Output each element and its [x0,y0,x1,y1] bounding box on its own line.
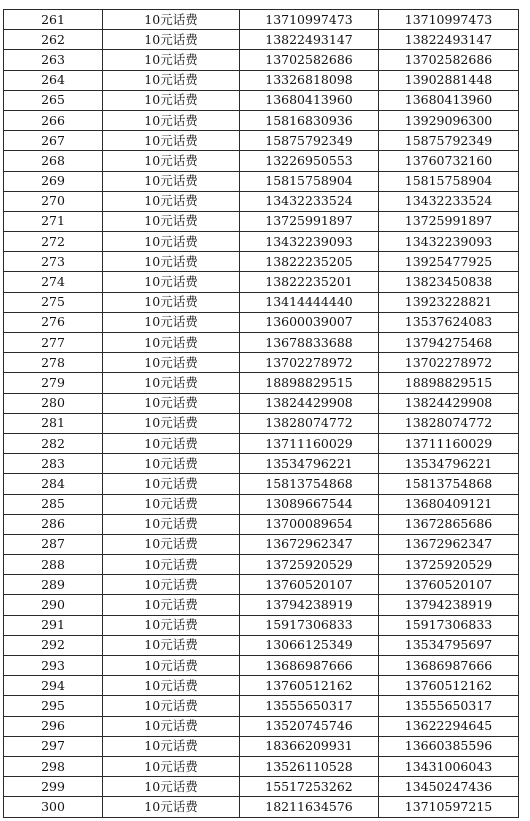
row-number-cell: 286 [4,514,103,534]
row-number-cell: 282 [4,433,103,453]
row-number-cell: 289 [4,575,103,595]
prize-cell: 10元话费 [103,777,240,797]
table-row [4,252,519,272]
recharge-number-cell: 13660385596 [379,736,519,756]
recharge-number-cell: 13760512162 [379,676,519,696]
phone-number-cell: 15815758904 [240,171,379,191]
row-number-cell: 270 [4,191,103,211]
row-number-cell: 285 [4,494,103,514]
recharge-number-cell: 13534796221 [379,454,519,474]
prize-cell: 10元话费 [103,494,240,514]
phone-number-cell: 13678833688 [240,333,379,353]
phone-number-cell: 13672962347 [240,534,379,554]
prize-cell: 10元话费 [103,595,240,615]
recharge-number-cell: 13923228821 [379,292,519,312]
phone-number-cell: 13822493147 [240,30,379,50]
prize-cell: 10元话费 [103,373,240,393]
prize-cell: 10元话费 [103,615,240,635]
recharge-number-cell: 13431006043 [379,756,519,776]
table-row [4,615,519,635]
phone-number-cell: 18211634576 [240,797,379,817]
table-row [4,656,519,676]
table-row [4,131,519,151]
row-number-cell: 295 [4,696,103,716]
table-row [4,756,519,776]
prize-cell: 10元话费 [103,131,240,151]
phone-number-cell: 13414444440 [240,292,379,312]
phone-number-cell: 15917306833 [240,615,379,635]
recharge-number-cell: 13432233524 [379,191,519,211]
table-row [4,676,519,696]
prize-cell: 10元话费 [103,534,240,554]
table-row [4,30,519,50]
recharge-number-cell: 13902881448 [379,70,519,90]
phone-number-cell: 15813754868 [240,474,379,494]
phone-number-cell: 13600039007 [240,312,379,332]
table-row [4,333,519,353]
table-row [4,534,519,554]
row-number-cell: 278 [4,353,103,373]
prize-cell: 10元话费 [103,413,240,433]
phone-number-cell: 13326818098 [240,70,379,90]
recharge-number-cell: 13710997473 [379,10,519,30]
row-number-cell: 267 [4,131,103,151]
phone-number-cell: 15816830936 [240,110,379,130]
table-row [4,433,519,453]
prize-cell: 10元话费 [103,50,240,70]
recharge-number-cell: 13925477925 [379,252,519,272]
table-row [4,272,519,292]
row-number-cell: 294 [4,676,103,696]
table-row [4,151,519,171]
table-row [4,70,519,90]
recharge-number-cell: 13537624083 [379,312,519,332]
prize-cell: 10元话费 [103,474,240,494]
row-number-cell: 280 [4,393,103,413]
recharge-number-cell: 13710597215 [379,797,519,817]
table-row [4,696,519,716]
prize-cell: 10元话费 [103,393,240,413]
row-number-cell: 288 [4,555,103,575]
row-number-cell: 268 [4,151,103,171]
prize-cell: 10元话费 [103,635,240,655]
recharge-number-cell: 18898829515 [379,373,519,393]
row-number-cell: 292 [4,635,103,655]
row-number-cell: 273 [4,252,103,272]
table-row [4,50,519,70]
prize-cell: 10元话费 [103,797,240,817]
recharge-number-cell: 13725920529 [379,555,519,575]
row-number-cell: 297 [4,736,103,756]
phone-number-cell: 13432233524 [240,191,379,211]
prize-cell: 10元话费 [103,575,240,595]
table-row [4,595,519,615]
prize-cell: 10元话费 [103,696,240,716]
row-number-cell: 274 [4,272,103,292]
table-row [4,797,519,817]
prize-cell: 10元话费 [103,676,240,696]
row-number-cell: 296 [4,716,103,736]
phone-number-cell: 13828074772 [240,413,379,433]
row-number-cell: 264 [4,70,103,90]
recharge-number-cell: 13622294645 [379,716,519,736]
table-row [4,393,519,413]
table-row [4,777,519,797]
recharge-number-cell: 13823450838 [379,272,519,292]
recharge-number-cell: 13711160029 [379,433,519,453]
phone-number-cell: 13794238919 [240,595,379,615]
prize-winners-table [3,9,519,818]
recharge-number-cell: 13680413960 [379,90,519,110]
phone-number-cell: 13710997473 [240,10,379,30]
phone-number-cell: 13686987666 [240,656,379,676]
recharge-number-cell: 13702278972 [379,353,519,373]
table-row [4,716,519,736]
phone-number-cell: 13555650317 [240,696,379,716]
prize-cell: 10元话费 [103,110,240,130]
row-number-cell: 262 [4,30,103,50]
prize-cell: 10元话费 [103,736,240,756]
row-number-cell: 293 [4,656,103,676]
prize-cell: 10元话费 [103,151,240,171]
phone-number-cell: 13824429908 [240,393,379,413]
recharge-number-cell: 13432239093 [379,232,519,252]
recharge-number-cell: 13760520107 [379,575,519,595]
prize-cell: 10元话费 [103,555,240,575]
phone-number-cell: 18898829515 [240,373,379,393]
recharge-number-cell: 13794238919 [379,595,519,615]
prize-cell: 10元话费 [103,312,240,332]
row-number-cell: 271 [4,211,103,231]
phone-number-cell: 13520745746 [240,716,379,736]
table-row [4,514,519,534]
phone-number-cell: 13725920529 [240,555,379,575]
row-number-cell: 261 [4,10,103,30]
recharge-number-cell: 13822493147 [379,30,519,50]
prize-cell: 10元话费 [103,191,240,211]
prize-cell: 10元话费 [103,30,240,50]
recharge-number-cell: 13450247436 [379,777,519,797]
prize-cell: 10元话费 [103,656,240,676]
table-row [4,736,519,756]
phone-number-cell: 15517253262 [240,777,379,797]
recharge-number-cell: 15815758904 [379,171,519,191]
prize-cell: 10元话费 [103,716,240,736]
phone-number-cell: 13711160029 [240,433,379,453]
prize-cell: 10元话费 [103,454,240,474]
phone-number-cell: 13089667544 [240,494,379,514]
prize-cell: 10元话费 [103,10,240,30]
row-number-cell: 276 [4,312,103,332]
phone-number-cell: 13822235201 [240,272,379,292]
recharge-number-cell: 13534795697 [379,635,519,655]
row-number-cell: 281 [4,413,103,433]
phone-number-cell: 13760520107 [240,575,379,595]
phone-number-cell: 13702582686 [240,50,379,70]
row-number-cell: 287 [4,534,103,554]
table-row [4,171,519,191]
recharge-number-cell: 13555650317 [379,696,519,716]
table-row [4,10,519,30]
row-number-cell: 298 [4,756,103,776]
phone-number-cell: 13702278972 [240,353,379,373]
table-row [4,373,519,393]
table-row [4,211,519,231]
row-number-cell: 284 [4,474,103,494]
recharge-number-cell: 13760732160 [379,151,519,171]
phone-number-cell: 13432239093 [240,232,379,252]
table-row [4,575,519,595]
prize-cell: 10元话费 [103,70,240,90]
prize-cell: 10元话费 [103,756,240,776]
table-row [4,413,519,433]
prize-cell: 10元话费 [103,211,240,231]
table-row [4,292,519,312]
table-row [4,454,519,474]
phone-number-cell: 13526110528 [240,756,379,776]
prize-cell: 10元话费 [103,433,240,453]
row-number-cell: 300 [4,797,103,817]
prize-cell: 10元话费 [103,171,240,191]
row-number-cell: 266 [4,110,103,130]
recharge-number-cell: 13824429908 [379,393,519,413]
phone-number-cell: 13066125349 [240,635,379,655]
row-number-cell: 263 [4,50,103,70]
phone-number-cell: 13700089654 [240,514,379,534]
recharge-number-cell: 13725991897 [379,211,519,231]
recharge-number-cell: 13702582686 [379,50,519,70]
prize-cell: 10元话费 [103,353,240,373]
recharge-number-cell: 13680409121 [379,494,519,514]
table-row [4,474,519,494]
phone-number-cell: 13680413960 [240,90,379,110]
table-row [4,312,519,332]
phone-number-cell: 15875792349 [240,131,379,151]
prize-cell: 10元话费 [103,514,240,534]
recharge-number-cell: 13828074772 [379,413,519,433]
row-number-cell: 272 [4,232,103,252]
recharge-number-cell: 13794275468 [379,333,519,353]
table-row [4,90,519,110]
row-number-cell: 265 [4,90,103,110]
row-number-cell: 283 [4,454,103,474]
phone-number-cell: 13534796221 [240,454,379,474]
table-row [4,555,519,575]
table-row [4,232,519,252]
row-number-cell: 269 [4,171,103,191]
table-row [4,191,519,211]
recharge-number-cell: 13672865686 [379,514,519,534]
table-row [4,353,519,373]
phone-number-cell: 13226950553 [240,151,379,171]
table-row [4,110,519,130]
recharge-number-cell: 15813754868 [379,474,519,494]
row-number-cell: 291 [4,615,103,635]
recharge-number-cell: 15875792349 [379,131,519,151]
recharge-number-cell: 13686987666 [379,656,519,676]
row-number-cell: 299 [4,777,103,797]
recharge-number-cell: 13929096300 [379,110,519,130]
prize-cell: 10元话费 [103,333,240,353]
phone-number-cell: 13725991897 [240,211,379,231]
recharge-number-cell: 15917306833 [379,615,519,635]
phone-number-cell: 18366209931 [240,736,379,756]
phone-number-cell: 13760512162 [240,676,379,696]
prize-cell: 10元话费 [103,90,240,110]
row-number-cell: 277 [4,333,103,353]
recharge-number-cell: 13672962347 [379,534,519,554]
row-number-cell: 279 [4,373,103,393]
prize-cell: 10元话费 [103,252,240,272]
row-number-cell: 290 [4,595,103,615]
phone-number-cell: 13822235205 [240,252,379,272]
prize-cell: 10元话费 [103,232,240,252]
table-row [4,494,519,514]
table-row [4,635,519,655]
row-number-cell: 275 [4,292,103,312]
prize-cell: 10元话费 [103,292,240,312]
prize-cell: 10元话费 [103,272,240,292]
table-body [4,10,519,818]
